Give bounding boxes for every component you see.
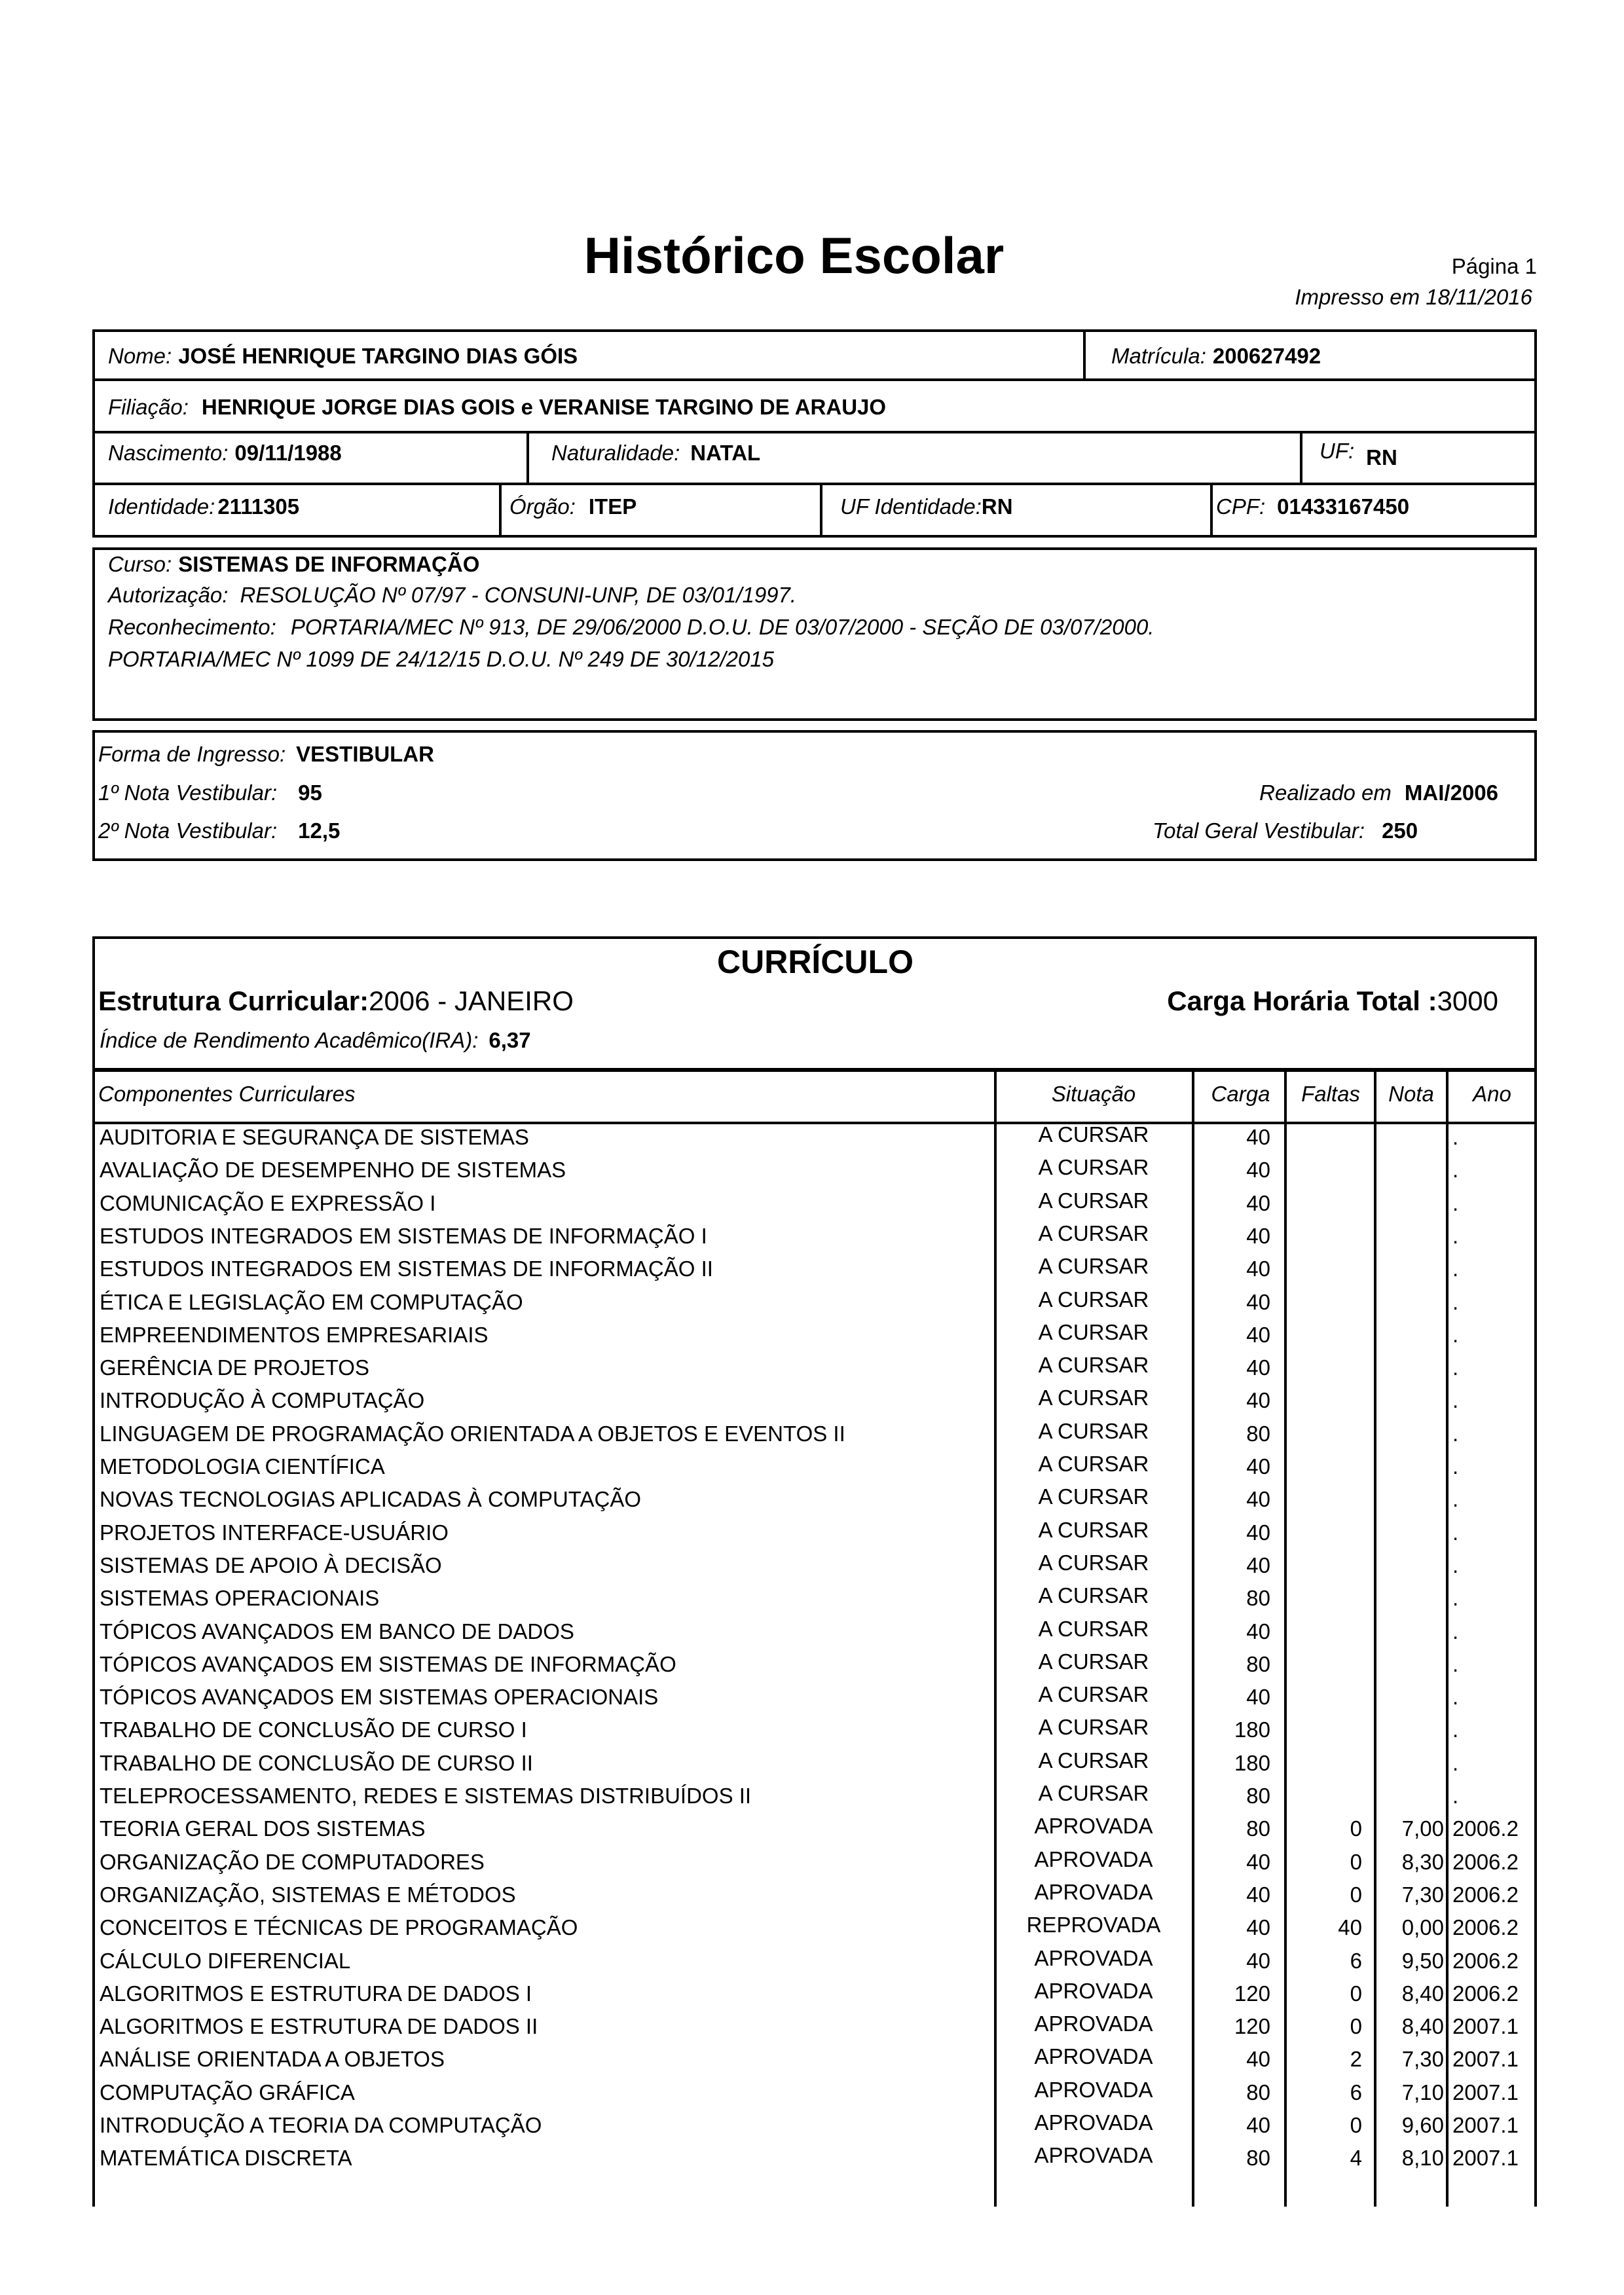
cell-ano: . [1452,1487,1459,1512]
estrutura-label: Estrutura Curricular: [98,985,369,1016]
cell-componente: MATEMÁTICA DISCRETA [100,2146,352,2171]
table-row [0,1484,1624,1520]
portaria-field [108,647,774,672]
cell-situacao: A CURSAR [1038,1550,1149,1575]
table-row [0,2077,1624,2113]
cell-situacao: A CURSAR [1038,1254,1149,1279]
table-row [0,2044,1624,2080]
ira-field [100,1028,531,1053]
cell-ano: 2007.1 [1452,2113,1519,2137]
cell-carga: 80 [1246,1586,1270,1611]
cell-situacao: A CURSAR [1038,1748,1149,1772]
cell-ano: 2007.1 [1452,2080,1519,2104]
filiacao-value: HENRIQUE JORGE DIAS GOIS e VERANISE TARGINO DE ARAUJO [201,395,887,419]
cell-situacao: A CURSAR [1038,1188,1149,1213]
cell-ano: . [1452,1289,1459,1314]
cell-componente: LINGUAGEM DE PROGRAMAÇÃO ORIENTADA A OBJETOS E EVENTOS II [100,1421,845,1446]
cell-ano: . [1452,1651,1459,1676]
cell-nota: 7,30 [1401,1882,1444,1907]
table-row [0,1418,1624,1454]
naturalidade-field [551,441,760,466]
filiacao-label: Filiação: [108,395,189,419]
cell-nota: 7,00 [1401,1816,1444,1841]
uf-value: RN [1366,445,1397,469]
reconhecimento-value: PORTARIA/MEC Nº 913, DE 29/06/2000 D.O.U. DE 03/07/2000 - SEÇÃO DE 03/07/2000. [290,615,1154,639]
table-row [0,1816,1624,1849]
cell-nota: 8,10 [1401,2146,1444,2171]
cell-componente: ORGANIZAÇÃO, SISTEMAS E MÉTODOS [100,1882,516,1907]
cell-faltas: 2 [1350,2047,1362,2072]
nome-label: Nome: [108,344,172,368]
cell-ano: 2007.1 [1452,2146,1519,2171]
curso-label: Curso: [108,552,172,576]
cell-ano: . [1452,1586,1459,1611]
cell-componente: PROJETOS INTERFACE-USUÁRIO [100,1520,449,1545]
table-row [0,1616,1624,1652]
cell-situacao: A CURSAR [1038,1155,1149,1180]
table-row [0,1355,1624,1388]
cell-ano: 2006.2 [1452,1882,1519,1907]
cpf-value: 01433167450 [1277,494,1410,519]
cell-ano: . [1452,1257,1459,1281]
nota1-value: 95 [298,780,322,805]
cell-carga: 120 [1234,1981,1270,2006]
cell-faltas: 40 [1338,1915,1362,1940]
cell-componente: ALGORITMOS E ESTRUTURA DE DADOS I [100,1981,532,2006]
nascimento-value: 09/11/1988 [234,441,342,465]
col-nota: Nota [1388,1082,1434,1106]
table-row [0,1649,1624,1685]
carga-horaria-total [1167,985,1498,1017]
table-row [0,1188,1624,1224]
cell-faltas: 6 [1350,2080,1362,2104]
table-row [0,1682,1624,1717]
cell-situacao: A CURSAR [1038,1221,1149,1245]
cell-ano: 2007.1 [1452,2047,1519,2072]
cell-componente: TRABALHO DE CONCLUSÃO DE CURSO I [100,1717,527,1742]
nota1-field [98,780,322,805]
table-row [0,1550,1624,1586]
curriculo-title: CURRÍCULO [717,944,913,980]
cell-nota: 0,00 [1401,1915,1444,1940]
cell-carga: 40 [1246,1388,1270,1413]
orgao-value: ITEP [588,494,637,519]
uf-label: UF: [1320,439,1355,463]
cell-situacao: A CURSAR [1038,1287,1149,1312]
cell-componente: METODOLOGIA CIENTÍFICA [100,1454,385,1478]
identidade-label: Identidade: [108,494,215,519]
table-row [0,1319,1624,1355]
cell-situacao: A CURSAR [1038,1386,1149,1410]
cell-carga: 40 [1246,1552,1270,1577]
cell-situacao: APROVADA [1034,2110,1153,2135]
cell-carga: 40 [1246,1882,1270,1907]
cell-situacao: APROVADA [1034,2143,1153,2168]
filiacao-field [108,395,886,420]
cell-componente: ESTUDOS INTEGRADOS EM SISTEMAS DE INFORMAÇÃO II [100,1257,713,1281]
cell-carga: 40 [1246,1454,1270,1478]
cell-carga: 40 [1246,2113,1270,2137]
cell-situacao: A CURSAR [1038,1122,1149,1147]
cell-ano: 2006.2 [1452,1915,1519,1940]
cell-ano: . [1452,1421,1459,1446]
table-row [0,1978,1624,2014]
cell-ano: 2006.2 [1452,1849,1519,1874]
cell-situacao: APROVADA [1034,2011,1153,2036]
nota1-label: 1º Nota Vestibular: [98,780,278,805]
cpf-label: CPF: [1216,494,1266,519]
nota2-field [98,818,340,843]
cell-componente: AVALIAÇÃO DE DESEMPENHO DE SISTEMAS [100,1158,566,1183]
cell-ano: . [1452,1223,1459,1248]
cell-componente: TÓPICOS AVANÇADOS EM BANCO DE DADOS [100,1619,574,1643]
cell-nota: 8,30 [1401,1849,1444,1874]
cell-componente: NOVAS TECNOLOGIAS APLICADAS À COMPUTAÇÃO [100,1487,642,1512]
cell-nota: 9,60 [1401,2113,1444,2137]
cell-ano: . [1452,1784,1459,1808]
cell-carga: 80 [1246,1651,1270,1676]
cell-nota: 8,40 [1401,2014,1444,2039]
table-row [0,1717,1624,1750]
nome-field [108,344,578,369]
cell-ano: . [1452,1388,1459,1413]
cell-situacao: APROVADA [1034,1879,1153,1904]
cell-ano: . [1452,1454,1459,1478]
nome-value: JOSÉ HENRIQUE TARGINO DIAS GÓIS [178,344,578,368]
cell-carga: 40 [1246,1125,1270,1149]
cell-componente: COMUNICAÇÃO E EXPRESSÃO I [100,1190,436,1215]
cell-carga: 80 [1246,2146,1270,2171]
cell-faltas: 0 [1350,1816,1362,1841]
cell-faltas: 0 [1350,1882,1362,1907]
cell-carga: 40 [1246,1289,1270,1314]
identidade-value: 2111305 [217,494,300,519]
printed-date: Impresso em 18/11/2016 [1295,285,1532,309]
cell-componente: TEORIA GERAL DOS SISTEMAS [100,1816,426,1841]
table-row [0,1915,1624,1948]
cell-componente: ALGORITMOS E ESTRUTURA DE DADOS II [100,2014,538,2039]
forma-ingresso-label: Forma de Ingresso: [98,742,286,766]
orgao-label: Órgão: [509,494,576,519]
cell-carga: 40 [1246,1849,1270,1874]
total-vestibular-field [1153,818,1418,843]
cell-ano: . [1452,1520,1459,1545]
cell-situacao: A CURSAR [1038,1517,1149,1542]
estrutura-curricular [98,985,574,1017]
portaria-value: PORTARIA/MEC Nº 1099 DE 24/12/15 D.O.U. Nº 249 DE 30/12/2015 [108,647,775,671]
uf-field [1320,439,1397,469]
table-row [0,1748,1624,1784]
cell-situacao: A CURSAR [1038,1682,1149,1707]
cell-carga: 40 [1246,1190,1270,1215]
cell-ano: 2006.2 [1452,1816,1519,1841]
reconhecimento-field [108,615,1154,640]
cell-componente: SISTEMAS DE APOIO À DECISÃO [100,1552,442,1577]
cell-situacao: A CURSAR [1038,1649,1149,1674]
col-situacao: Situação [1051,1082,1136,1106]
total-vestibular-value: 250 [1382,818,1418,843]
cell-carga: 80 [1246,1784,1270,1808]
table-row [0,1879,1624,1915]
cell-situacao: APROVADA [1034,2077,1153,2102]
cell-carga: 80 [1246,1421,1270,1446]
cell-componente: SISTEMAS OPERACIONAIS [100,1586,380,1611]
cell-carga: 40 [1246,1257,1270,1281]
cell-nota: 7,10 [1401,2080,1444,2104]
table-row [0,1287,1624,1323]
cell-componente: EMPREENDIMENTOS EMPRESARIAIS [100,1322,489,1347]
matricula-field [1111,344,1321,369]
cell-carga: 180 [1234,1750,1270,1775]
ira-label: Índice de Rendimento Acadêmico(IRA): [100,1028,479,1052]
cell-carga: 40 [1246,1619,1270,1643]
identidade-field [108,494,299,519]
cell-nota: 8,40 [1401,1981,1444,2006]
table-row [0,1221,1624,1257]
uf-identidade-value: RN [981,494,1013,519]
table-row [0,1846,1624,1882]
col-carga: Carga [1211,1082,1270,1106]
cell-situacao: A CURSAR [1038,1319,1149,1344]
cell-carga: 40 [1246,2047,1270,2072]
cell-nota: 9,50 [1401,1948,1444,1973]
cell-componente: ESTUDOS INTEGRADOS EM SISTEMAS DE INFORMAÇÃO I [100,1223,707,1248]
cell-situacao: APROVADA [1034,1978,1153,2003]
cell-carga: 80 [1246,2080,1270,2104]
reconhecimento-label: Reconhecimento: [108,615,276,639]
cell-nota: 7,30 [1401,2047,1444,2072]
total-vestibular-label: Total Geral Vestibular: [1153,818,1365,843]
cell-componente: TRABALHO DE CONCLUSÃO DE CURSO II [100,1750,533,1775]
matricula-value: 200627492 [1212,344,1321,368]
cell-componente: AUDITORIA E SEGURANÇA DE SISTEMAS [100,1125,529,1149]
cpf-field [1216,494,1409,519]
realizado-field [1259,780,1498,805]
cell-faltas: 4 [1350,2146,1362,2171]
page-title: Histórico Escolar [583,227,1005,284]
cell-componente: ORGANIZAÇÃO DE COMPUTADORES [100,1849,485,1874]
cell-situacao: A CURSAR [1038,1452,1149,1476]
cell-faltas: 6 [1350,1948,1362,1973]
forma-ingresso-field [98,742,434,767]
cell-situacao: A CURSAR [1038,1484,1149,1509]
cell-carga: 40 [1246,1948,1270,1973]
cell-componente: INTRODUÇÃO A TEORIA DA COMPUTAÇÃO [100,2113,542,2137]
carga-total-value: 3000 [1437,985,1498,1016]
cell-componente: COMPUTAÇÃO GRÁFICA [100,2080,355,2104]
orgao-field [509,494,637,519]
page-number: Página 1 [1451,254,1537,278]
nota2-value: 12,5 [298,818,341,843]
matricula-label: Matrícula: [1111,344,1206,368]
table-row [0,2110,1624,2146]
table-row [0,1122,1624,1158]
cell-situacao: A CURSAR [1038,1715,1149,1740]
cell-componente: TÓPICOS AVANÇADOS EM SISTEMAS DE INFORMAÇÃO [100,1651,676,1676]
cell-situacao: A CURSAR [1038,1781,1149,1805]
cell-carga: 80 [1246,1816,1270,1841]
cell-carga: 40 [1246,1223,1270,1248]
cell-carga: 40 [1246,1487,1270,1512]
cell-ano: . [1452,1158,1459,1183]
col-componentes: Componentes Curriculares [98,1082,356,1106]
col-ano: Ano [1473,1082,1511,1106]
cell-componente: CÁLCULO DIFERENCIAL [100,1948,351,1973]
cell-carga: 40 [1246,1322,1270,1347]
cell-ano: 2006.2 [1452,1948,1519,1973]
cell-carga: 40 [1246,1915,1270,1940]
cell-situacao: A CURSAR [1038,1353,1149,1378]
cell-situacao: APROVADA [1034,1945,1153,1970]
curso-field [108,552,479,577]
table-row [0,2143,1624,2178]
cell-situacao: A CURSAR [1038,1583,1149,1608]
cell-situacao: A CURSAR [1038,1616,1149,1641]
cell-componente: ÉTICA E LEGISLAÇÃO EM COMPUTAÇÃO [100,1289,523,1314]
table-row [0,1945,1624,1981]
cell-situacao: APROVADA [1034,1814,1153,1839]
cell-ano: . [1452,1355,1459,1380]
cell-ano: . [1452,1322,1459,1347]
cell-ano: . [1452,1750,1459,1775]
cell-carga: 40 [1246,1355,1270,1380]
cell-carga: 180 [1234,1717,1270,1742]
autorizacao-value: RESOLUÇÃO Nº 07/97 - CONSUNI-UNP, DE 03/01/1997. [240,583,797,607]
table-row [0,1517,1624,1553]
table-row [0,2011,1624,2047]
cell-ano: 2007.1 [1452,2014,1519,2039]
uf-identidade-field [840,494,1013,519]
table-row [0,1583,1624,1619]
cell-faltas: 0 [1350,2113,1362,2137]
autorizacao-label: Autorização: [108,583,229,607]
naturalidade-value: NATAL [690,441,761,465]
table-row [0,1254,1624,1289]
cell-carga: 120 [1234,2014,1270,2039]
cell-ano: . [1452,1125,1459,1149]
carga-total-label: Carga Horária Total : [1167,985,1437,1016]
uf-identidade-label: UF Identidade: [840,494,982,519]
table-row [0,1155,1624,1190]
col-faltas: Faltas [1301,1082,1360,1106]
cell-situacao: APROVADA [1034,2044,1153,2069]
realizado-value: MAI/2006 [1404,780,1498,805]
cell-ano: . [1452,1717,1459,1742]
cell-carga: 40 [1246,1685,1270,1710]
table-row [0,1781,1624,1816]
nota2-label: 2º Nota Vestibular: [98,818,278,843]
realizado-label: Realizado em [1259,780,1392,805]
table-row [0,1454,1624,1487]
naturalidade-label: Naturalidade: [551,441,680,465]
nascimento-label: Nascimento: [108,441,229,465]
autorizacao-field [108,583,796,608]
cell-componente: GERÊNCIA DE PROJETOS [100,1355,369,1380]
cell-ano: . [1452,1619,1459,1643]
cell-componente: CONCEITOS E TÉCNICAS DE PROGRAMAÇÃO [100,1915,578,1940]
cell-carga: 40 [1246,1158,1270,1183]
cell-ano: 2006.2 [1452,1981,1519,2006]
table-row [0,1388,1624,1421]
cell-faltas: 0 [1350,1849,1362,1874]
cell-componente: ANÁLISE ORIENTADA A OBJETOS [100,2047,445,2072]
estrutura-value: 2006 - JANEIRO [369,985,574,1016]
cell-situacao: APROVADA [1034,1846,1153,1871]
cell-componente: INTRODUÇÃO À COMPUTAÇÃO [100,1388,425,1413]
cell-componente: TÓPICOS AVANÇADOS EM SISTEMAS OPERACIONAIS [100,1685,659,1710]
nascimento-field [108,441,342,466]
curso-value: SISTEMAS DE INFORMAÇÃO [178,552,480,576]
cell-ano: . [1452,1685,1459,1710]
ira-value: 6,37 [489,1028,531,1052]
cell-ano: . [1452,1190,1459,1215]
forma-ingresso-value: VESTIBULAR [296,742,434,766]
cell-situacao: A CURSAR [1038,1418,1149,1443]
cell-carga: 40 [1246,1520,1270,1545]
cell-faltas: 0 [1350,2014,1362,2039]
cell-faltas: 0 [1350,1981,1362,2006]
cell-componente: TELEPROCESSAMENTO, REDES E SISTEMAS DISTRIBUÍDOS II [100,1784,752,1808]
cell-situacao: REPROVADA [1026,1913,1161,1937]
cell-ano: . [1452,1552,1459,1577]
